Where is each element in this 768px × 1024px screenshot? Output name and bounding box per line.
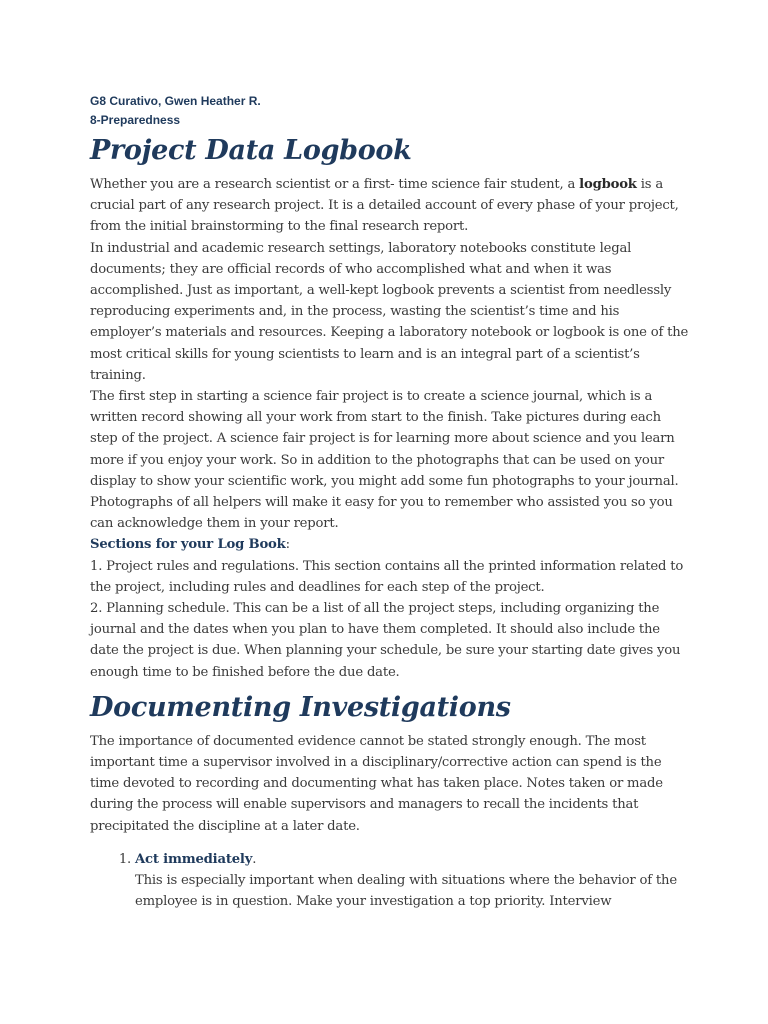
intro-text-a: Whether you are a research scientist or a first- time science fair student, a xyxy=(90,177,580,192)
sections-item-1: 1. Project rules and regulations. This section contains all the printed information related to the project, including rules and deadlines for each step of the project. xyxy=(90,558,684,595)
intro-text-b: is a crucial part of any research project. It is a detailed account of every phase of your project, from the initial brainstorming to the final research report. xyxy=(90,177,679,235)
investigation-step-1 xyxy=(135,849,690,913)
step-body: This is especially important when dealing with situations where the behavior of the employee is in question. Make your investigation a top priority. Interview xyxy=(135,873,677,910)
investigations-title: Documenting Investigations xyxy=(90,691,511,723)
document-content xyxy=(90,92,690,913)
section-line: 8-Preparedness xyxy=(90,113,181,127)
step-title: Act immediately xyxy=(135,851,253,867)
author-line: G8 Curativo, Gwen Heather R. xyxy=(90,94,261,108)
logbook-intro xyxy=(90,174,690,238)
logbook-paragraph-3: The first step in starting a science fair project is to create a science journal, which is a written record showing all your work from start to the finish. Take pictures during each step of the project. A science fair project is for learning more about science and you learn more if you enjoy your work. So in addition to the photographs that can be used on your display to show your scientific work, you might add some fun photographs to your journal. Photographs of all helpers will make it easy for you to remember who assisted you so you can acknowledge them in your report. xyxy=(90,389,679,532)
sections-heading-colon: : xyxy=(285,537,290,553)
sections-item-2: 2. Planning schedule. This can be a list of all the project steps, including organizing the journal and the dates when you plan to have them completed. It should also include the date the project is due. When planning your schedule, be sure your starting date gives you enough time to be finished before the due date. xyxy=(90,601,681,680)
investigations-paragraph: The importance of documented evidence cannot be stated strongly enough. The most important time a supervisor involved in a disciplinary/corrective action can spend is the time devoted to recording and documenting what has taken place. Notes taken or made during the process will enable supervisors and managers to recall the incidents that precipitated the discipline at a later date. xyxy=(90,733,663,834)
investigation-steps-list xyxy=(90,849,690,913)
intro-bold-logbook: logbook xyxy=(579,177,637,192)
logbook-paragraph-2: In industrial and academic research settings, laboratory notebooks constitute legal documents; they are official records of who accomplished what and when it was accomplished. Just as important, a well-kept logbook prevents a scientist from needlessly reproducing experiments and, in the process, wasting the scientist’s time and his employer’s materials and resources. Keeping a laboratory notebook or logbook is one of the most critical skills for young scientists to learn and is an integral part of a scientist’s training. xyxy=(90,240,689,383)
sections-heading-text: Sections for your Log Book xyxy=(90,537,286,553)
logbook-title: Project Data Logbook xyxy=(90,135,412,166)
step-title-punct: . xyxy=(252,851,257,867)
sections-heading xyxy=(90,534,690,555)
sections-list xyxy=(90,556,690,683)
